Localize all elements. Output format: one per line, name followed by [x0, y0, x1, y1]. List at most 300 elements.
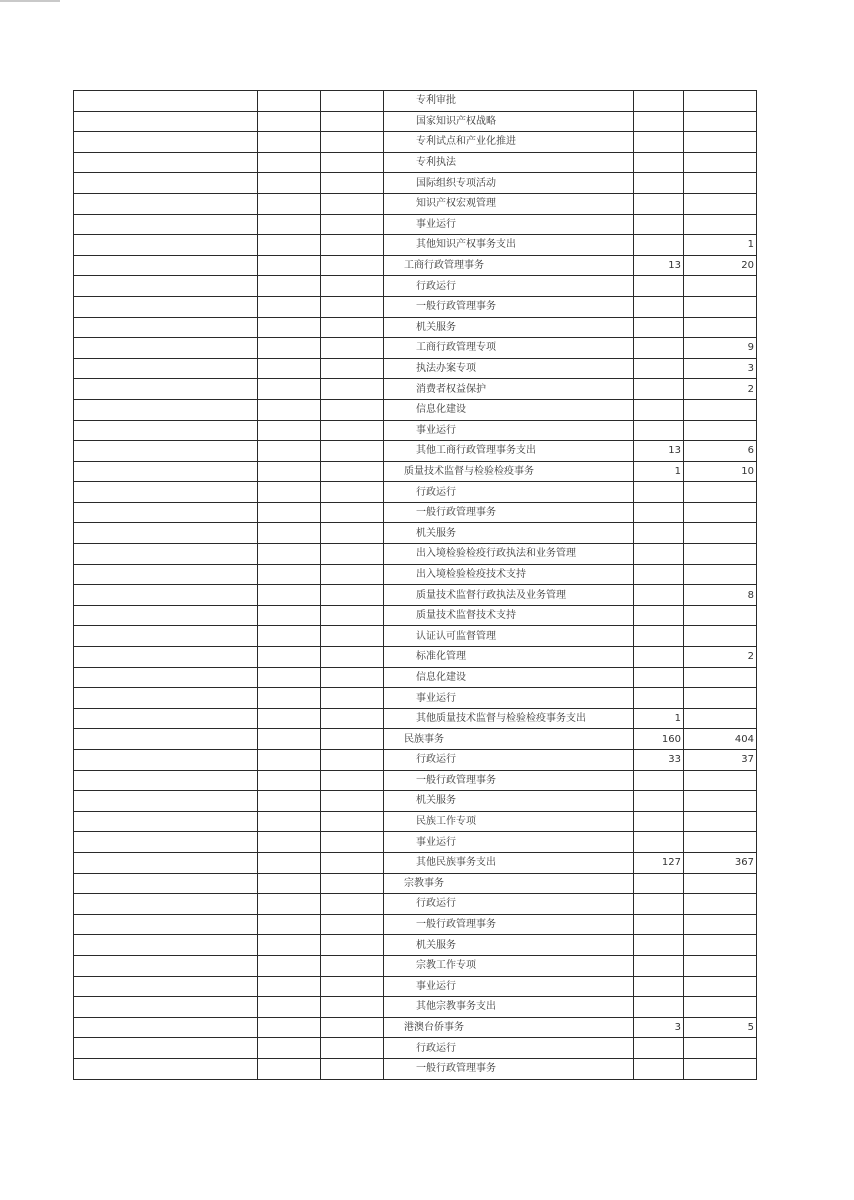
- value-cell-1: [634, 811, 684, 832]
- blank-cell-b: [321, 605, 384, 626]
- code-cell: [74, 791, 258, 812]
- value-cell-1: [634, 338, 684, 359]
- item-name-cell: 一般行政管理事务: [384, 770, 634, 791]
- table-row: [74, 688, 757, 709]
- blank-cell-b: [321, 276, 384, 297]
- value-cell-1: [634, 894, 684, 915]
- value-cell-1: 1: [634, 708, 684, 729]
- value-cell-1: [634, 585, 684, 606]
- blank-cell-b: [321, 729, 384, 750]
- value-cell-1: [634, 111, 684, 132]
- value-cell-2: 367: [684, 852, 757, 873]
- blank-cell-b: [321, 441, 384, 462]
- code-cell: [74, 955, 258, 976]
- item-name-cell: 机关服务: [384, 523, 634, 544]
- value-cell-1: [634, 564, 684, 585]
- value-cell-1: [634, 420, 684, 441]
- table-row: [74, 132, 757, 153]
- blank-cell-b: [321, 379, 384, 400]
- value-cell-2: [684, 976, 757, 997]
- blank-cell-a: [258, 523, 321, 544]
- value-cell-2: [684, 173, 757, 194]
- table-row: [74, 770, 757, 791]
- value-cell-2: [684, 955, 757, 976]
- blank-cell-b: [321, 852, 384, 873]
- blank-cell-b: [321, 255, 384, 276]
- blank-cell-b: [321, 626, 384, 647]
- code-cell: [74, 255, 258, 276]
- blank-cell-b: [321, 152, 384, 173]
- table-row: [74, 255, 757, 276]
- blank-cell-a: [258, 997, 321, 1018]
- blank-cell-a: [258, 894, 321, 915]
- value-cell-1: 160: [634, 729, 684, 750]
- value-cell-1: 13: [634, 255, 684, 276]
- blank-cell-a: [258, 935, 321, 956]
- blank-cell-a: [258, 955, 321, 976]
- item-name-cell: 行政运行: [384, 894, 634, 915]
- blank-cell-a: [258, 420, 321, 441]
- value-cell-1: [634, 976, 684, 997]
- value-cell-2: 9: [684, 338, 757, 359]
- item-name-cell: 执法办案专项: [384, 358, 634, 379]
- item-name-cell: 一般行政管理事务: [384, 502, 634, 523]
- code-cell: [74, 420, 258, 441]
- item-name-cell: 质量技术监督与检验检疫事务: [384, 461, 634, 482]
- blank-cell-b: [321, 770, 384, 791]
- value-cell-2: [684, 152, 757, 173]
- value-cell-1: [634, 91, 684, 112]
- blank-cell-b: [321, 791, 384, 812]
- scan-edge-artifact: [0, 0, 60, 2]
- item-name-cell: 一般行政管理事务: [384, 296, 634, 317]
- value-cell-1: [634, 667, 684, 688]
- value-cell-1: [634, 647, 684, 668]
- blank-cell-a: [258, 111, 321, 132]
- blank-cell-a: [258, 750, 321, 771]
- code-cell: [74, 873, 258, 894]
- item-name-cell: 行政运行: [384, 750, 634, 771]
- item-name-cell: 国际组织专项活动: [384, 173, 634, 194]
- value-cell-2: 5: [684, 1017, 757, 1038]
- value-cell-1: [634, 214, 684, 235]
- item-name-cell: 工商行政管理专项: [384, 338, 634, 359]
- item-name-cell: 消费者权益保护: [384, 379, 634, 400]
- blank-cell-a: [258, 152, 321, 173]
- value-cell-1: 13: [634, 441, 684, 462]
- value-cell-2: [684, 214, 757, 235]
- value-cell-2: [684, 193, 757, 214]
- table-row: [74, 1058, 757, 1079]
- code-cell: [74, 852, 258, 873]
- table-row: [74, 338, 757, 359]
- value-cell-1: [634, 523, 684, 544]
- blank-cell-a: [258, 585, 321, 606]
- blank-cell-b: [321, 894, 384, 915]
- value-cell-1: [634, 1038, 684, 1059]
- table-row: [74, 1017, 757, 1038]
- table-row: [74, 523, 757, 544]
- code-cell: [74, 770, 258, 791]
- blank-cell-b: [321, 461, 384, 482]
- value-cell-2: [684, 1058, 757, 1079]
- code-cell: [74, 111, 258, 132]
- blank-cell-a: [258, 214, 321, 235]
- code-cell: [74, 358, 258, 379]
- value-cell-1: [634, 1058, 684, 1079]
- blank-cell-a: [258, 626, 321, 647]
- code-cell: [74, 1017, 258, 1038]
- budget-table: [73, 90, 757, 1080]
- code-cell: [74, 317, 258, 338]
- code-cell: [74, 379, 258, 400]
- table-row: [74, 544, 757, 565]
- value-cell-1: 3: [634, 1017, 684, 1038]
- code-cell: [74, 605, 258, 626]
- code-cell: [74, 523, 258, 544]
- blank-cell-a: [258, 688, 321, 709]
- table-row: [74, 296, 757, 317]
- table-row: [74, 647, 757, 668]
- table-row: [74, 976, 757, 997]
- item-name-cell: 其他工商行政管理事务支出: [384, 441, 634, 462]
- value-cell-1: [634, 605, 684, 626]
- item-name-cell: 机关服务: [384, 935, 634, 956]
- item-name-cell: 信息化建设: [384, 667, 634, 688]
- blank-cell-a: [258, 482, 321, 503]
- item-name-cell: 信息化建设: [384, 399, 634, 420]
- table-row: [74, 214, 757, 235]
- value-cell-2: [684, 111, 757, 132]
- item-name-cell: 事业运行: [384, 976, 634, 997]
- value-cell-2: [684, 894, 757, 915]
- table-row: [74, 193, 757, 214]
- value-cell-2: [684, 420, 757, 441]
- table-row: [74, 914, 757, 935]
- item-name-cell: 专利试点和产业化推进: [384, 132, 634, 153]
- code-cell: [74, 626, 258, 647]
- blank-cell-a: [258, 441, 321, 462]
- table-row: [74, 502, 757, 523]
- value-cell-2: [684, 811, 757, 832]
- table-row: [74, 708, 757, 729]
- blank-cell-a: [258, 399, 321, 420]
- table-row: [74, 935, 757, 956]
- blank-cell-a: [258, 91, 321, 112]
- blank-cell-a: [258, 544, 321, 565]
- blank-cell-b: [321, 688, 384, 709]
- item-name-cell: 宗教事务: [384, 873, 634, 894]
- table-row: [74, 111, 757, 132]
- table-row: [74, 873, 757, 894]
- table-row: [74, 894, 757, 915]
- item-name-cell: 其他知识产权事务支出: [384, 235, 634, 256]
- blank-cell-b: [321, 399, 384, 420]
- table-row: [74, 441, 757, 462]
- code-cell: [74, 296, 258, 317]
- value-cell-2: [684, 708, 757, 729]
- blank-cell-a: [258, 132, 321, 153]
- value-cell-1: [634, 317, 684, 338]
- value-cell-2: [684, 502, 757, 523]
- value-cell-1: [634, 935, 684, 956]
- code-cell: [74, 976, 258, 997]
- table-row: [74, 152, 757, 173]
- blank-cell-a: [258, 461, 321, 482]
- code-cell: [74, 91, 258, 112]
- blank-cell-a: [258, 605, 321, 626]
- code-cell: [74, 894, 258, 915]
- value-cell-1: [634, 832, 684, 853]
- value-cell-1: [634, 296, 684, 317]
- item-name-cell: 出入境检验检疫技术支持: [384, 564, 634, 585]
- item-name-cell: 行政运行: [384, 1038, 634, 1059]
- blank-cell-a: [258, 193, 321, 214]
- value-cell-2: [684, 132, 757, 153]
- table-row: [74, 420, 757, 441]
- blank-cell-b: [321, 544, 384, 565]
- blank-cell-b: [321, 708, 384, 729]
- value-cell-2: [684, 605, 757, 626]
- value-cell-2: 10: [684, 461, 757, 482]
- value-cell-1: [634, 152, 684, 173]
- blank-cell-b: [321, 193, 384, 214]
- table-row: [74, 750, 757, 771]
- blank-cell-b: [321, 173, 384, 194]
- code-cell: [74, 914, 258, 935]
- item-name-cell: 事业运行: [384, 832, 634, 853]
- blank-cell-b: [321, 482, 384, 503]
- blank-cell-b: [321, 502, 384, 523]
- value-cell-2: [684, 770, 757, 791]
- value-cell-1: [634, 502, 684, 523]
- value-cell-1: [634, 482, 684, 503]
- blank-cell-a: [258, 647, 321, 668]
- item-name-cell: 质量技术监督行政执法及业务管理: [384, 585, 634, 606]
- table-row: [74, 91, 757, 112]
- blank-cell-a: [258, 255, 321, 276]
- item-name-cell: 质量技术监督技术支持: [384, 605, 634, 626]
- item-name-cell: 机关服务: [384, 317, 634, 338]
- blank-cell-a: [258, 1058, 321, 1079]
- blank-cell-b: [321, 832, 384, 853]
- code-cell: [74, 585, 258, 606]
- table-row: [74, 729, 757, 750]
- blank-cell-b: [321, 585, 384, 606]
- value-cell-2: [684, 914, 757, 935]
- blank-cell-b: [321, 1017, 384, 1038]
- value-cell-1: [634, 379, 684, 400]
- code-cell: [74, 399, 258, 420]
- blank-cell-a: [258, 832, 321, 853]
- blank-cell-b: [321, 564, 384, 585]
- table-row: [74, 358, 757, 379]
- blank-cell-a: [258, 564, 321, 585]
- item-name-cell: 民族工作专项: [384, 811, 634, 832]
- item-name-cell: 港澳台侨事务: [384, 1017, 634, 1038]
- code-cell: [74, 564, 258, 585]
- blank-cell-a: [258, 873, 321, 894]
- value-cell-1: [634, 791, 684, 812]
- blank-cell-b: [321, 235, 384, 256]
- value-cell-2: [684, 564, 757, 585]
- value-cell-2: [684, 873, 757, 894]
- value-cell-2: [684, 523, 757, 544]
- code-cell: [74, 1058, 258, 1079]
- value-cell-2: [684, 935, 757, 956]
- blank-cell-b: [321, 358, 384, 379]
- table-row: [74, 461, 757, 482]
- table-row: [74, 667, 757, 688]
- value-cell-1: [634, 399, 684, 420]
- value-cell-2: [684, 832, 757, 853]
- code-cell: [74, 997, 258, 1018]
- blank-cell-b: [321, 935, 384, 956]
- table-row: [74, 605, 757, 626]
- code-cell: [74, 1038, 258, 1059]
- blank-cell-a: [258, 276, 321, 297]
- item-name-cell: 出入境检验检疫行政执法和业务管理: [384, 544, 634, 565]
- value-cell-2: [684, 997, 757, 1018]
- value-cell-1: 127: [634, 852, 684, 873]
- value-cell-2: 404: [684, 729, 757, 750]
- value-cell-2: [684, 1038, 757, 1059]
- item-name-cell: 事业运行: [384, 214, 634, 235]
- blank-cell-b: [321, 1038, 384, 1059]
- value-cell-1: [634, 955, 684, 976]
- blank-cell-a: [258, 729, 321, 750]
- value-cell-1: 1: [634, 461, 684, 482]
- item-name-cell: 一般行政管理事务: [384, 1058, 634, 1079]
- value-cell-2: [684, 544, 757, 565]
- value-cell-2: [684, 399, 757, 420]
- value-cell-1: 33: [634, 750, 684, 771]
- blank-cell-b: [321, 317, 384, 338]
- item-name-cell: 其他民族事务支出: [384, 852, 634, 873]
- value-cell-2: [684, 688, 757, 709]
- item-name-cell: 标准化管理: [384, 647, 634, 668]
- value-cell-2: [684, 626, 757, 647]
- code-cell: [74, 647, 258, 668]
- table-row: [74, 791, 757, 812]
- value-cell-2: [684, 791, 757, 812]
- table-row: [74, 173, 757, 194]
- blank-cell-a: [258, 1038, 321, 1059]
- blank-cell-b: [321, 811, 384, 832]
- item-name-cell: 知识产权宏观管理: [384, 193, 634, 214]
- item-name-cell: 事业运行: [384, 420, 634, 441]
- code-cell: [74, 461, 258, 482]
- blank-cell-a: [258, 379, 321, 400]
- value-cell-2: 1: [684, 235, 757, 256]
- blank-cell-a: [258, 667, 321, 688]
- code-cell: [74, 832, 258, 853]
- table-row: [74, 482, 757, 503]
- blank-cell-a: [258, 338, 321, 359]
- blank-cell-b: [321, 523, 384, 544]
- blank-cell-a: [258, 358, 321, 379]
- blank-cell-b: [321, 750, 384, 771]
- blank-cell-b: [321, 91, 384, 112]
- blank-cell-b: [321, 1058, 384, 1079]
- code-cell: [74, 482, 258, 503]
- item-name-cell: 工商行政管理事务: [384, 255, 634, 276]
- blank-cell-a: [258, 502, 321, 523]
- value-cell-1: [634, 358, 684, 379]
- value-cell-1: [634, 544, 684, 565]
- blank-cell-b: [321, 667, 384, 688]
- value-cell-2: [684, 91, 757, 112]
- item-name-cell: 认证认可监督管理: [384, 626, 634, 647]
- code-cell: [74, 688, 258, 709]
- table-row: [74, 399, 757, 420]
- blank-cell-b: [321, 111, 384, 132]
- item-name-cell: 事业运行: [384, 688, 634, 709]
- value-cell-2: [684, 667, 757, 688]
- blank-cell-b: [321, 420, 384, 441]
- table-row: [74, 317, 757, 338]
- value-cell-1: [634, 997, 684, 1018]
- code-cell: [74, 750, 258, 771]
- value-cell-2: 20: [684, 255, 757, 276]
- value-cell-1: [634, 132, 684, 153]
- code-cell: [74, 441, 258, 462]
- code-cell: [74, 935, 258, 956]
- blank-cell-b: [321, 873, 384, 894]
- code-cell: [74, 193, 258, 214]
- code-cell: [74, 667, 258, 688]
- table-row: [74, 379, 757, 400]
- code-cell: [74, 708, 258, 729]
- value-cell-2: [684, 482, 757, 503]
- table-row: [74, 585, 757, 606]
- code-cell: [74, 152, 258, 173]
- code-cell: [74, 729, 258, 750]
- table-row: [74, 626, 757, 647]
- item-name-cell: 专利执法: [384, 152, 634, 173]
- blank-cell-b: [321, 976, 384, 997]
- item-name-cell: 宗教工作专项: [384, 955, 634, 976]
- table-row: [74, 997, 757, 1018]
- value-cell-1: [634, 873, 684, 894]
- blank-cell-a: [258, 914, 321, 935]
- blank-cell-b: [321, 647, 384, 668]
- item-name-cell: 行政运行: [384, 276, 634, 297]
- item-name-cell: 其他宗教事务支出: [384, 997, 634, 1018]
- value-cell-1: [634, 235, 684, 256]
- table-row: [74, 276, 757, 297]
- value-cell-2: [684, 296, 757, 317]
- blank-cell-b: [321, 296, 384, 317]
- budget-table-body: [74, 91, 757, 1080]
- blank-cell-b: [321, 914, 384, 935]
- table-row: [74, 564, 757, 585]
- table-row: [74, 832, 757, 853]
- value-cell-2: [684, 276, 757, 297]
- code-cell: [74, 132, 258, 153]
- code-cell: [74, 544, 258, 565]
- code-cell: [74, 502, 258, 523]
- blank-cell-b: [321, 955, 384, 976]
- blank-cell-a: [258, 235, 321, 256]
- code-cell: [74, 214, 258, 235]
- blank-cell-a: [258, 791, 321, 812]
- code-cell: [74, 276, 258, 297]
- value-cell-2: 2: [684, 379, 757, 400]
- table-row: [74, 811, 757, 832]
- item-name-cell: 一般行政管理事务: [384, 914, 634, 935]
- table-row: [74, 852, 757, 873]
